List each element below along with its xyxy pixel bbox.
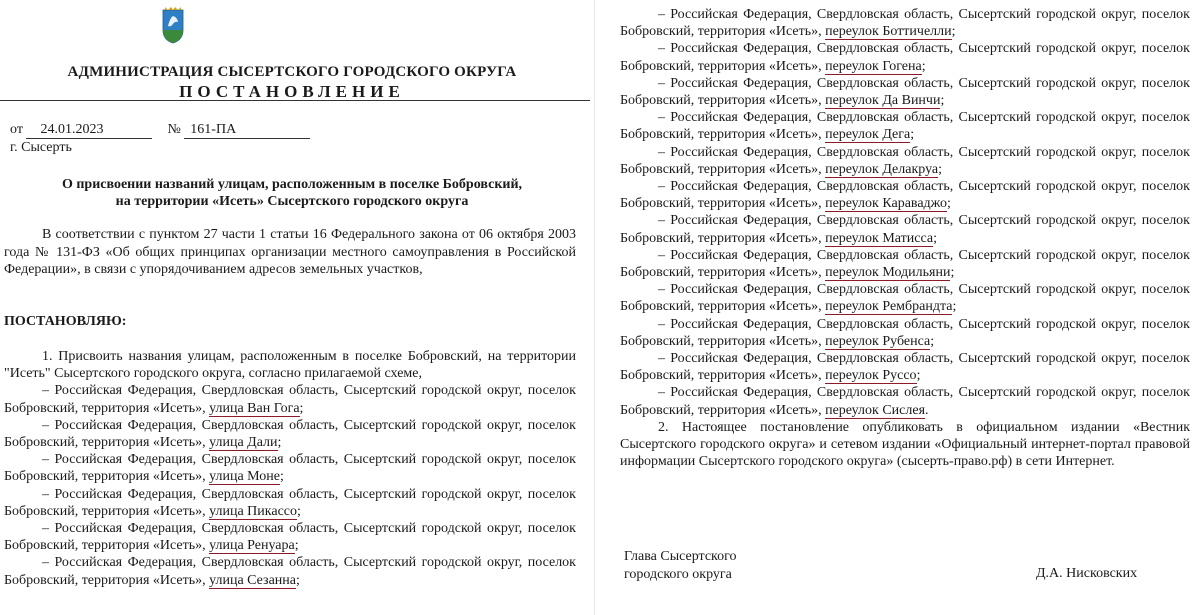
- address-prefix: – Российская Федерация, Свердловская область, Сысертский городской округ, поселок Бобровский, территория «Исеть»,: [620, 144, 1190, 177]
- street-name: переулок Матисса: [825, 230, 934, 246]
- street-name: улица Дали: [209, 435, 278, 451]
- street-terminator: ;: [294, 538, 299, 554]
- street-terminator: ;: [277, 435, 282, 451]
- address-prefix: – Российская Федерация, Свердловская область, Сысертский городской округ, поселок Бобровский, территория «Исеть»,: [620, 247, 1190, 281]
- organization-name: АДМИНИСТРАЦИЯ СЫСЕРТСКОГО ГОРОДСКОГО ОКРУГА: [67, 64, 517, 80]
- document-title: [0, 176, 584, 210]
- header-divider: [0, 100, 590, 101]
- street-item: [4, 417, 576, 451]
- address-prefix: – Российская Федерация, Свердловская область, Сысертский городской округ, поселок Бобровский, территория «Исеть»,: [4, 486, 576, 519]
- document-type: ПОСТАНОВЛЕНИЕ: [179, 82, 405, 101]
- street-terminator: .: [925, 402, 929, 418]
- street-item: [4, 382, 576, 416]
- document-date: 24.01.2023: [26, 122, 152, 139]
- street-terminator: ;: [921, 58, 926, 74]
- decree-body-left: [4, 348, 576, 589]
- decree-word: ПОСТАНОВЛЯЮ:: [4, 314, 127, 329]
- address-prefix: – Российская Федерация, Свердловская область, Сысертский городской округ, поселок Бобровский, территория «Исеть»,: [620, 385, 1190, 418]
- street-list-right: [620, 6, 1190, 419]
- street-name: улица Ван Гога: [209, 400, 300, 416]
- title-line-2: на территории «Исеть» Сысертского городского округа: [115, 194, 469, 209]
- street-name: переулок Дега: [825, 127, 911, 143]
- street-item: [620, 6, 1190, 40]
- intro-paragraph: В соответствии с пунктом 27 части 1 статьи 16 Федерального закона от 06 октября 2003 года № 131-ФЗ «Об общих принципах организации местного самоуправления в Российской Федерации», в связи с упорядочиванием адресов земельных участков,: [4, 227, 576, 277]
- street-item: [620, 109, 1190, 143]
- street-terminator: ;: [279, 469, 284, 485]
- address-prefix: – Российская Федерация, Свердловская область, Сысертский городской округ, поселок Бобровский, территория «Исеть»,: [620, 282, 1190, 315]
- street-item: [620, 384, 1190, 418]
- address-prefix: – Российская Федерация, Свердловская область, Сысертский городской округ, поселок Бобровский, территория «Исеть»,: [620, 351, 1190, 384]
- document-number: 161-ПА: [184, 122, 310, 139]
- street-name: переулок Да Винчи: [825, 93, 941, 109]
- street-terminator: ;: [933, 230, 937, 246]
- street-name: улица Сезанна: [209, 572, 296, 588]
- document-meta: [10, 122, 310, 139]
- address-prefix: – Российская Федерация, Свердловская область, Сысертский городской округ, поселок Бобровский, территория «Исеть»,: [620, 179, 1190, 212]
- street-terminator: ;: [951, 24, 956, 40]
- street-terminator: ;: [299, 400, 304, 416]
- street-name: улица Моне: [209, 469, 280, 485]
- street-item: [4, 520, 576, 554]
- signatory-name: Д.А. Нисковских: [1036, 566, 1138, 581]
- street-item: [620, 178, 1190, 212]
- street-name: переулок Боттичелли: [825, 24, 952, 40]
- street-terminator: ;: [930, 333, 935, 349]
- address-prefix: – Российская Федерация, Свердловская область, Сысертский городской округ, поселок Бобровский, территория «Исеть»,: [620, 41, 1190, 74]
- street-item: [620, 247, 1190, 281]
- document-page-right: [606, 0, 1200, 615]
- street-item: [620, 144, 1190, 178]
- position-line-1: Глава Сысертского: [624, 549, 737, 564]
- street-terminator: ;: [297, 503, 301, 519]
- address-prefix: – Российская Федерация, Свердловская область, Сысертский городской округ, поселок Бобровский, территория «Исеть»,: [620, 7, 1190, 40]
- street-terminator: ;: [938, 161, 943, 177]
- address-prefix: – Российская Федерация, Свердловская область, Сысертский городской округ, поселок Бобровский, территория «Исеть»,: [4, 417, 576, 451]
- street-terminator: ;: [910, 127, 915, 143]
- street-item: [620, 75, 1190, 109]
- address-prefix: – Российская Федерация, Свердловская область, Сысертский городской округ, поселок Бобровский, территория «Исеть»,: [4, 521, 576, 554]
- street-item: [620, 281, 1190, 315]
- street-name: переулок Гогена: [825, 58, 922, 74]
- signatory-position: [624, 548, 737, 584]
- document-page-left: [0, 0, 584, 615]
- street-name: переулок Рембрандта: [825, 299, 953, 315]
- street-name: переулок Руссо: [825, 368, 917, 384]
- date-prefix: от: [10, 122, 23, 137]
- title-line-1: О присвоении названий улицам, расположенным в поселке Бобровский,: [61, 177, 523, 192]
- street-name: переулок Рубенса: [825, 333, 931, 349]
- street-item: [4, 451, 576, 485]
- number-prefix: №: [167, 122, 181, 137]
- decree-body-right: [620, 6, 1190, 470]
- point-1: 1. Присвоить названия улицам, расположенным в поселке Бобровский, на территории "Исеть" Сысертского городского округа, согласно прилагаемой схеме,: [4, 349, 576, 382]
- position-line-2: городского округа: [624, 567, 732, 582]
- point-2: 2. Настоящее постановление опубликовать в официальном издании «Вестник Сысертского городского округа» и сетевом издании «Официальный интернет-портал правовой информации Сысертского городского округа» (сысерть-право.рф) в сети Интернет.: [620, 419, 1190, 470]
- street-terminator: ;: [296, 572, 300, 588]
- street-terminator: ;: [947, 196, 951, 212]
- street-terminator: ;: [940, 93, 945, 109]
- street-item: [620, 212, 1190, 246]
- street-name: переулок Караваджо: [825, 196, 948, 212]
- document-city: г. Сысерть: [10, 140, 72, 155]
- street-item: [620, 316, 1190, 350]
- street-terminator: ;: [952, 299, 957, 315]
- street-terminator: ;: [950, 265, 955, 281]
- street-item: [4, 554, 576, 588]
- address-prefix: – Российская Федерация, Свердловская область, Сысертский городской округ, поселок Бобровский, территория «Исеть»,: [620, 316, 1190, 349]
- street-name: переулок Модильяни: [825, 265, 951, 281]
- address-prefix: – Российская Федерация, Свердловская область, Сысертский городской округ, поселок Бобровский, территория «Исеть»,: [4, 452, 576, 485]
- street-name: улица Пикассо: [209, 503, 297, 519]
- street-name: переулок Сислея: [825, 402, 926, 418]
- street-item: [4, 486, 576, 520]
- address-prefix: – Российская Федерация, Свердловская область, Сысертский городской округ, поселок Бобровский, территория «Исеть»,: [620, 213, 1190, 246]
- address-prefix: – Российская Федерация, Свердловская область, Сысертский городской округ, поселок Бобровский, территория «Исеть»,: [620, 110, 1190, 143]
- street-terminator: ;: [916, 368, 921, 384]
- street-list-left: [4, 382, 576, 588]
- address-prefix: – Российская Федерация, Свердловская область, Сысертский городской округ, поселок Бобровский, территория «Исеть»,: [620, 75, 1190, 109]
- street-name: улица Ренуара: [209, 538, 295, 554]
- address-prefix: – Российская Федерация, Свердловская область, Сысертский городской округ, поселок Бобровский, территория «Исеть»,: [4, 383, 576, 416]
- street-name: переулок Делакруа: [825, 161, 939, 177]
- page-divider: [594, 0, 595, 615]
- coat-of-arms-icon: [161, 6, 185, 44]
- street-item: [620, 40, 1190, 74]
- street-item: [620, 350, 1190, 384]
- address-prefix: – Российская Федерация, Свердловская область, Сысертский городской округ, поселок Бобровский, территория «Исеть»,: [4, 555, 576, 588]
